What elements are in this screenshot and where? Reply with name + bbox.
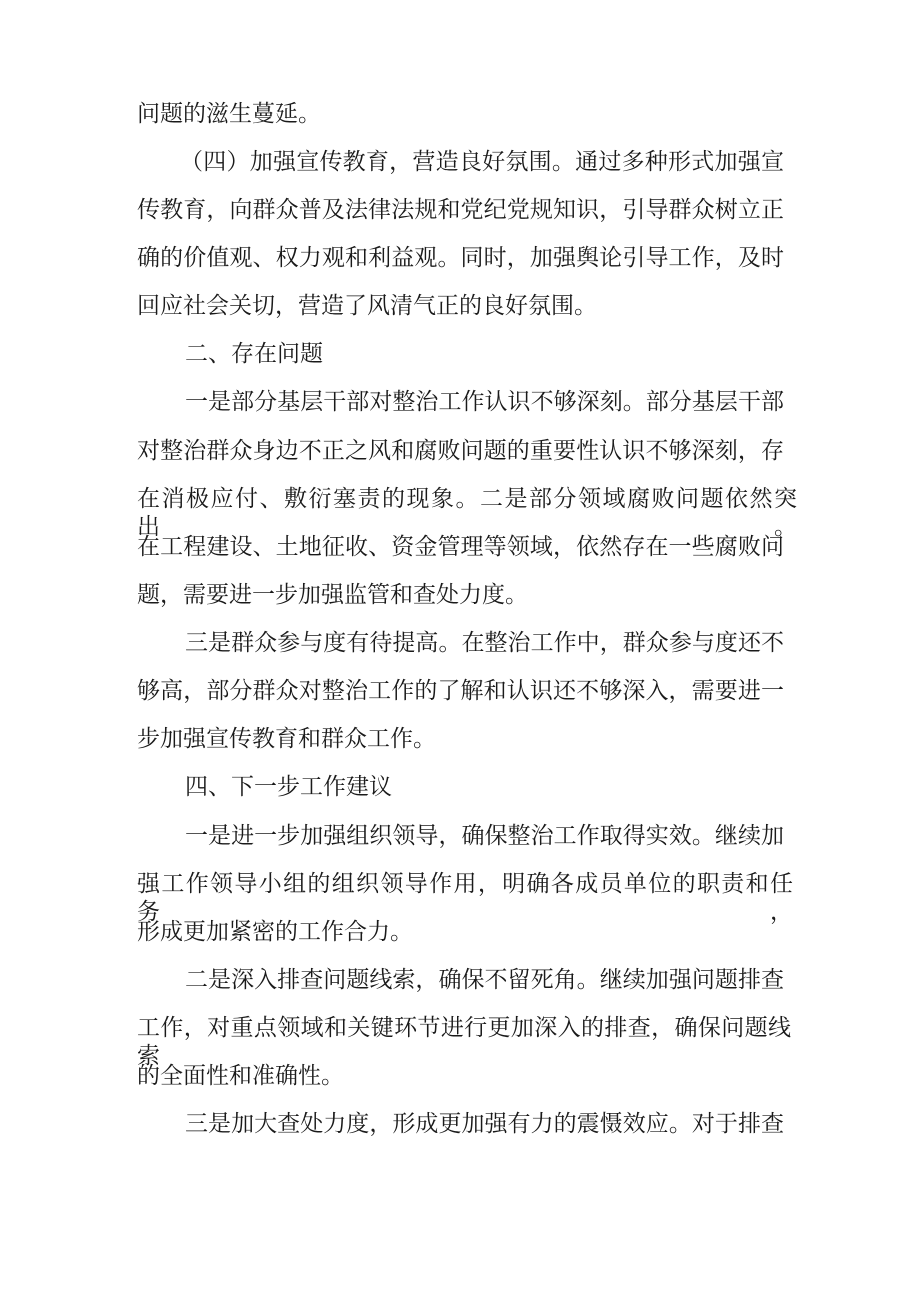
text-line: 工作，对重点领域和关键环节进行更加深入的排查，确保问题线索 xyxy=(137,1015,791,1069)
text-line: 一是部分基层干部对整治工作认识不够深刻。部分基层干部 xyxy=(185,389,784,415)
text-line: 对整治群众身边不正之风和腐败问题的重要性认识不够深刻，存 xyxy=(137,438,784,464)
text-line: 步加强宣传教育和群众工作。 xyxy=(137,726,436,752)
section-heading: 二、存在问题 xyxy=(185,341,323,367)
text-line: 题，需要进一步加强监管和查处力度。 xyxy=(137,582,528,608)
text-line: 形成更加紧密的工作合力。 xyxy=(137,919,413,945)
text-line: 传教育，向群众普及法律法规和党纪党规知识，引导群众树立正 xyxy=(137,197,784,223)
text-line: 在工程建设、土地征收、资金管理等领域，依然存在一些腐败问 xyxy=(137,534,784,560)
text-line: 在消极应付、敷衍塞责的现象。二是部分领域腐败问题依然突出。 xyxy=(137,486,797,540)
section-heading: 四、下一步工作建议 xyxy=(185,774,392,800)
text-line: 的全面性和准确性。 xyxy=(137,1063,344,1089)
text-line: 确的价值观、权力观和利益观。同时，加强舆论引导工作，及时 xyxy=(137,245,784,271)
text-line: 够高，部分群众对整治工作的了解和认识还不够深入，需要进一 xyxy=(137,678,784,704)
text-line: 回应社会关切，营造了风清气正的良好氛围。 xyxy=(137,293,597,319)
text-line: 一是进一步加强组织领导，确保整治工作取得实效。继续加 xyxy=(185,823,784,849)
text-line: 二是深入排查问题线索，确保不留死角。继续加强问题排查 xyxy=(185,967,784,993)
text-line: 问题的滋生蔓延。 xyxy=(137,101,321,127)
text-line: （四）加强宣传教育，营造良好氛围。通过多种形式加强宣 xyxy=(180,149,784,175)
text-line: 三是加大查处力度，形成更加强有力的震慑效应。对于排查 xyxy=(185,1111,784,1137)
text-line: 三是群众参与度有待提高。在整治工作中，群众参与度还不 xyxy=(185,630,784,656)
text-line: 强工作领导小组的组织领导作用，明确各成员单位的职责和任务， xyxy=(137,871,793,925)
